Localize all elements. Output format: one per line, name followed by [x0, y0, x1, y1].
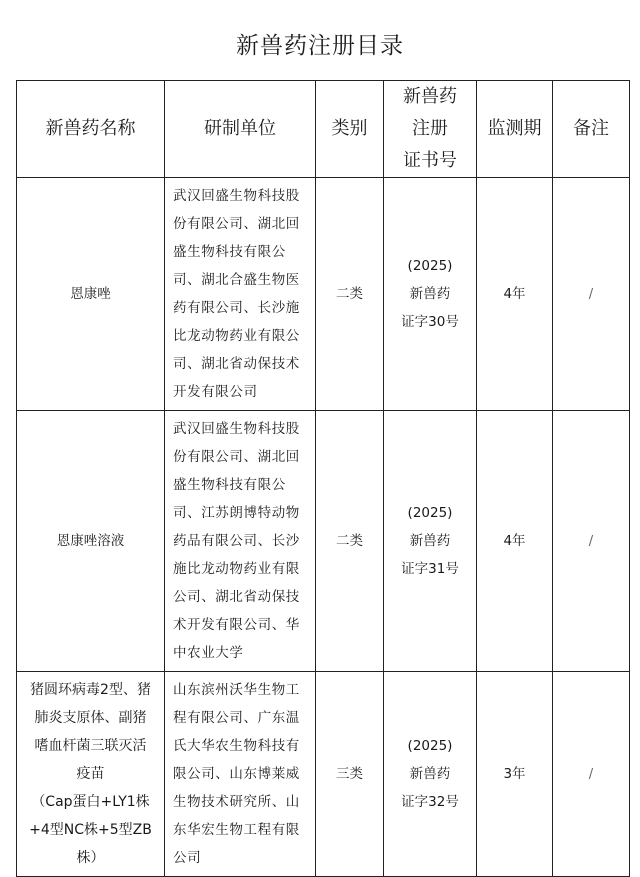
- name-line: 株）: [76, 850, 105, 866]
- header-cert-line3: 证书号: [403, 150, 457, 171]
- cert-line: 证字31号: [401, 561, 459, 577]
- remark: /: [553, 411, 630, 672]
- unit-line: 公司、湖北省动保技: [173, 589, 300, 605]
- drug-name: 恩康唑溶液: [17, 411, 165, 672]
- monitoring-period: 4年: [477, 411, 553, 672]
- unit-line: 开发有限公司: [173, 384, 258, 400]
- table-row: [17, 178, 630, 411]
- unit-line: 氏大华农生物科技有: [173, 738, 300, 754]
- unit-line: 程有限公司、广东温: [173, 710, 300, 726]
- developer-units: [165, 178, 316, 411]
- unit-line: 司、湖北省动保技术: [173, 356, 300, 372]
- remark: /: [553, 672, 630, 877]
- developer-units: [165, 672, 316, 877]
- unit-line: 药品有限公司、长沙: [173, 533, 300, 549]
- unit-line: 限公司、山东博莱威: [173, 766, 300, 782]
- remark: /: [553, 178, 630, 411]
- page-title: 新兽药注册目录: [236, 33, 404, 59]
- header-unit: 研制单位: [165, 81, 316, 178]
- cert-line: (2025): [407, 738, 453, 754]
- unit-line: 术开发有限公司、华: [173, 617, 300, 633]
- monitoring-period: 3年: [477, 672, 553, 877]
- unit-line: 份有限公司、湖北回: [173, 216, 300, 232]
- table-header-row: [17, 81, 630, 178]
- name-line: +4型NC株+5型ZB: [29, 822, 152, 838]
- table-row: [17, 411, 630, 672]
- unit-line: 份有限公司、湖北回: [173, 449, 300, 465]
- unit-line: 盛生物科技有限公: [173, 477, 286, 493]
- unit-line: 盛生物科技有限公: [173, 244, 286, 260]
- header-cert-line1: 新兽药: [403, 86, 457, 107]
- monitoring-period: 4年: [477, 178, 553, 411]
- name-line: 肺炎支原体、副猪: [34, 710, 147, 726]
- header-name: 新兽药名称: [17, 81, 165, 178]
- unit-line: 司、江苏朗博特动物: [173, 505, 300, 521]
- unit-line: 比龙动物药业有限公: [173, 328, 300, 344]
- cert-line: (2025): [407, 258, 453, 274]
- cert-line: 新兽药: [409, 286, 451, 302]
- cert-line: 新兽药: [409, 533, 451, 549]
- unit-line: 药有限公司、长沙施: [173, 300, 300, 316]
- developer-units: [165, 411, 316, 672]
- drug-name: 恩康唑: [17, 178, 165, 411]
- name-line: 疫苗: [76, 766, 105, 782]
- unit-line: 东华宏生物工程有限: [173, 822, 300, 838]
- certificate-number: [384, 178, 477, 411]
- unit-line: 武汉回盛生物科技股: [173, 188, 300, 204]
- category: 二类: [316, 178, 384, 411]
- header-category: 类别: [316, 81, 384, 178]
- unit-line: 公司: [173, 850, 202, 866]
- header-certificate: [384, 81, 477, 178]
- header-period: 监测期: [477, 81, 553, 178]
- unit-line: 施比龙动物药业有限: [173, 561, 300, 577]
- header-remark: 备注: [553, 81, 630, 178]
- cert-line: (2025): [407, 505, 453, 521]
- drug-name: [17, 672, 165, 877]
- name-line: （Cap蛋白+LY1株: [31, 794, 150, 810]
- certificate-number: [384, 672, 477, 877]
- cert-line: 证字32号: [401, 794, 459, 810]
- unit-line: 中农业大学: [173, 645, 244, 661]
- unit-line: 山东滨州沃华生物工: [173, 682, 300, 698]
- registration-table: [16, 80, 630, 877]
- name-line: 嗜血杆菌三联灭活: [34, 738, 147, 754]
- certificate-number: [384, 411, 477, 672]
- category: 二类: [316, 411, 384, 672]
- cert-line: 新兽药: [409, 766, 451, 782]
- unit-line: 生物技术研究所、山: [173, 794, 300, 810]
- header-cert-line2: 注册: [412, 118, 448, 139]
- table-row: [17, 672, 630, 877]
- unit-line: 司、湖北合盛生物医: [173, 272, 300, 288]
- cert-line: 证字30号: [401, 314, 459, 330]
- name-line: 猪圆环病毒2型、猪: [30, 682, 151, 698]
- category: 三类: [316, 672, 384, 877]
- unit-line: 武汉回盛生物科技股: [173, 421, 300, 437]
